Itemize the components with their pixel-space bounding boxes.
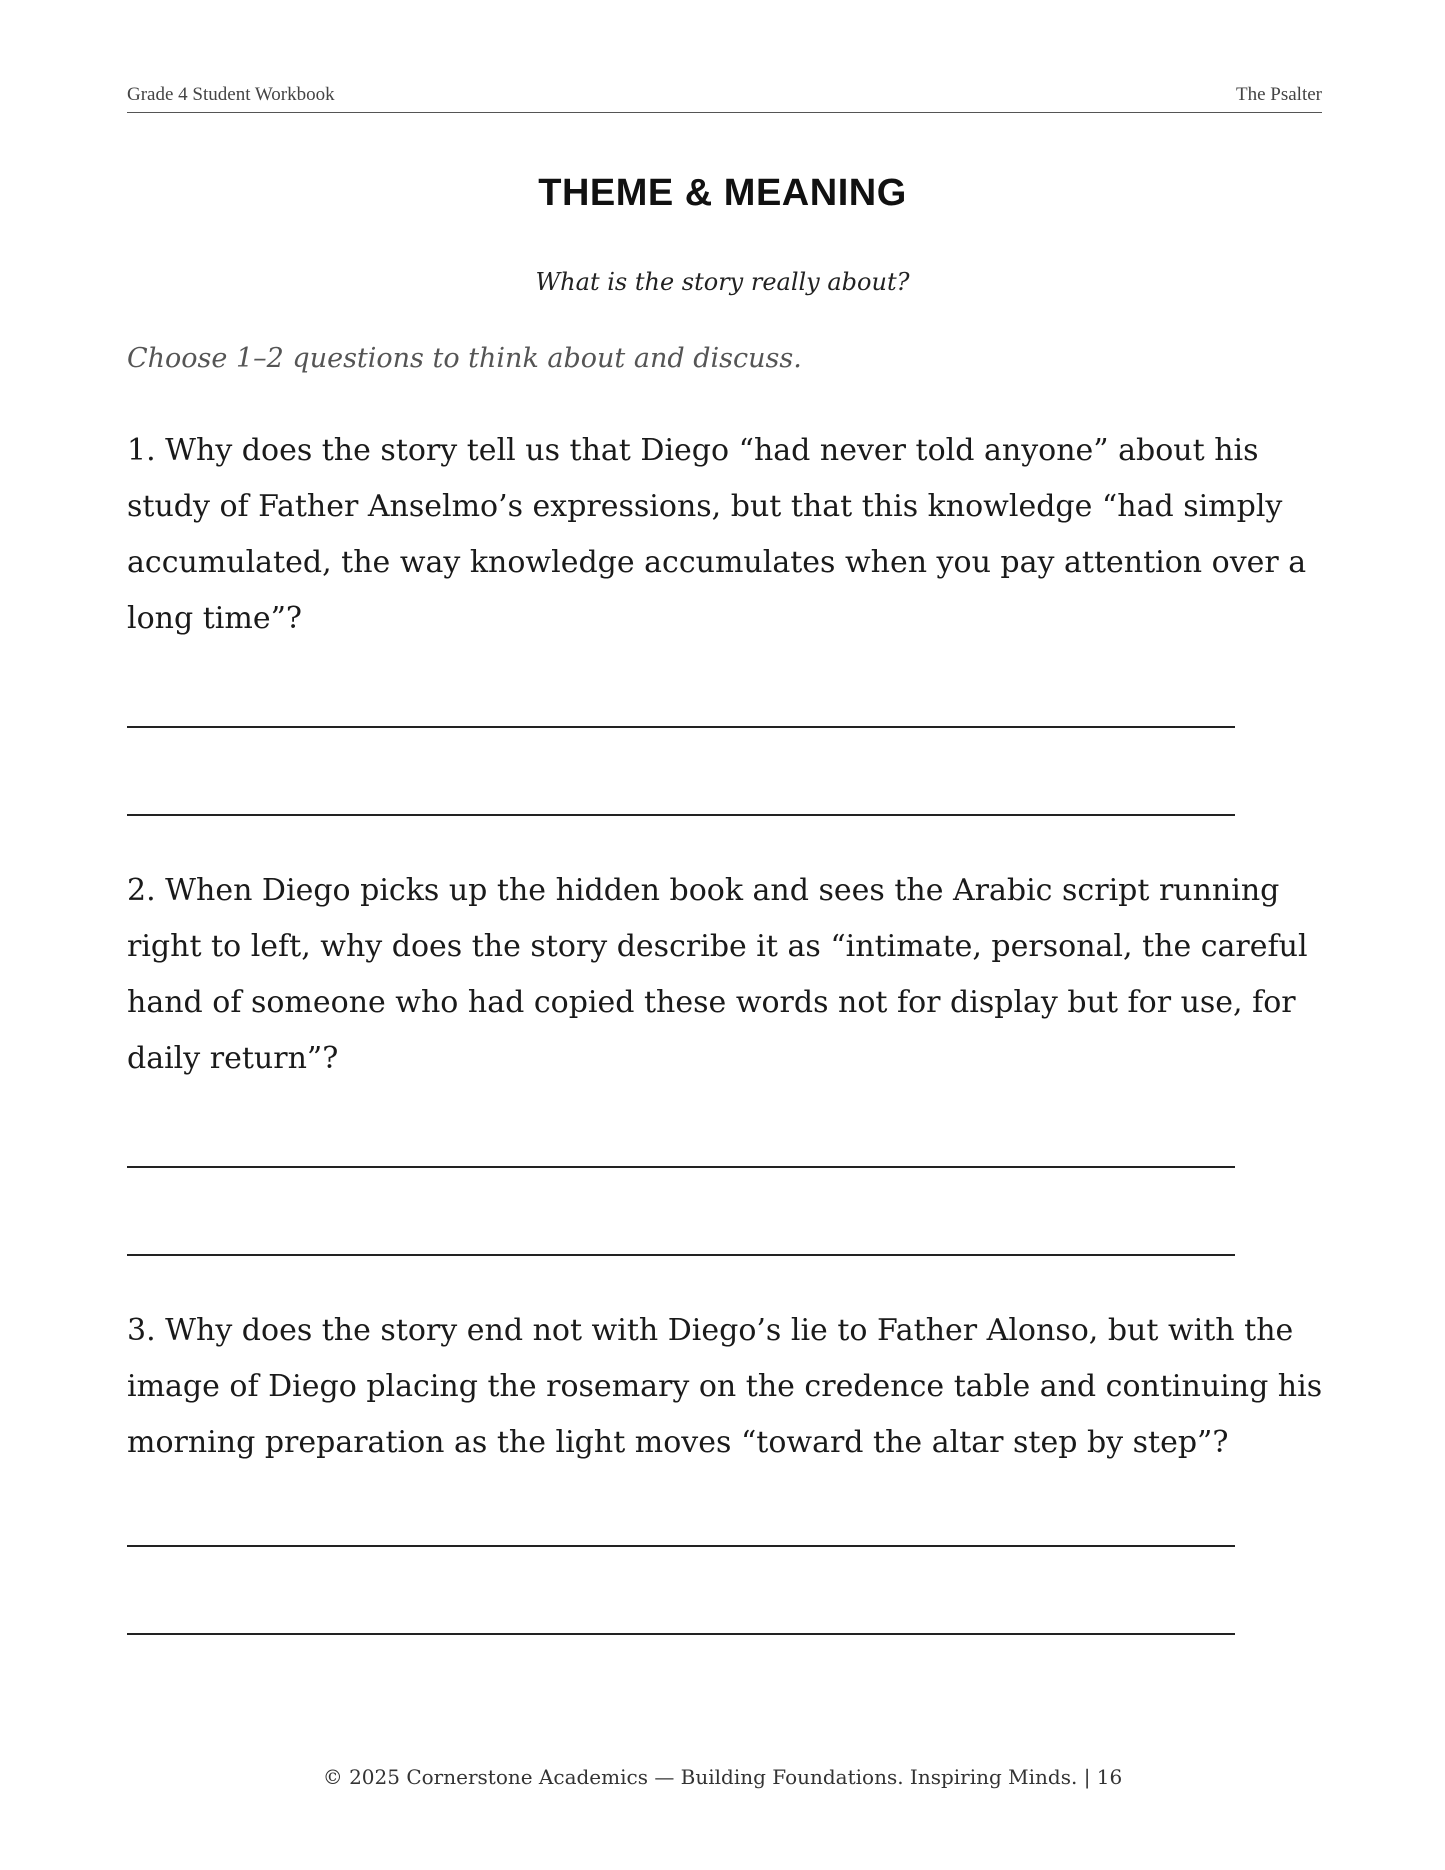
header-workbook-title: Grade 4 Student Workbook (127, 84, 335, 105)
header-section-title: The Psalter (1235, 84, 1322, 105)
answer-line[interactable] (127, 1633, 1235, 1635)
answer-line[interactable] (127, 726, 1235, 728)
question-1: 1. Why does the story tell us that Diego “had never told anyone” about his study of Father Anselmo’s expressions, but that this knowledge “had simply accumulated, the way knowledge accumulates when you pay attention over a long time”? (127, 433, 1307, 636)
question-3: 3. Why does the story end not with Diego’s lie to Father Alonso, but with the image of Diego placing the rosemary on the credence table and continuing his morning preparation as the light moves “toward the altar step by step”? (127, 1313, 1323, 1460)
page-title: THEME & MEANING (538, 172, 907, 214)
instruction-text: Choose 1–2 questions to think about and discuss. (127, 343, 802, 374)
page-header (127, 84, 1322, 113)
page-footer: © 2025 Cornerstone Academics — Building Foundations. Inspiring Minds. | 16 (322, 1765, 1123, 1789)
page-subtitle: What is the story really about? (535, 268, 910, 296)
answer-line[interactable] (127, 1166, 1235, 1168)
question-2: 2. When Diego picks up the hidden book and sees the Arabic script running right to left, why does the story describe it as “intimate, personal, the careful hand of someone who had copied these words not for display but for use, for daily return”? (127, 873, 1308, 1076)
answer-line[interactable] (127, 1254, 1235, 1256)
answer-line[interactable] (127, 814, 1235, 816)
answer-line[interactable] (127, 1545, 1235, 1547)
